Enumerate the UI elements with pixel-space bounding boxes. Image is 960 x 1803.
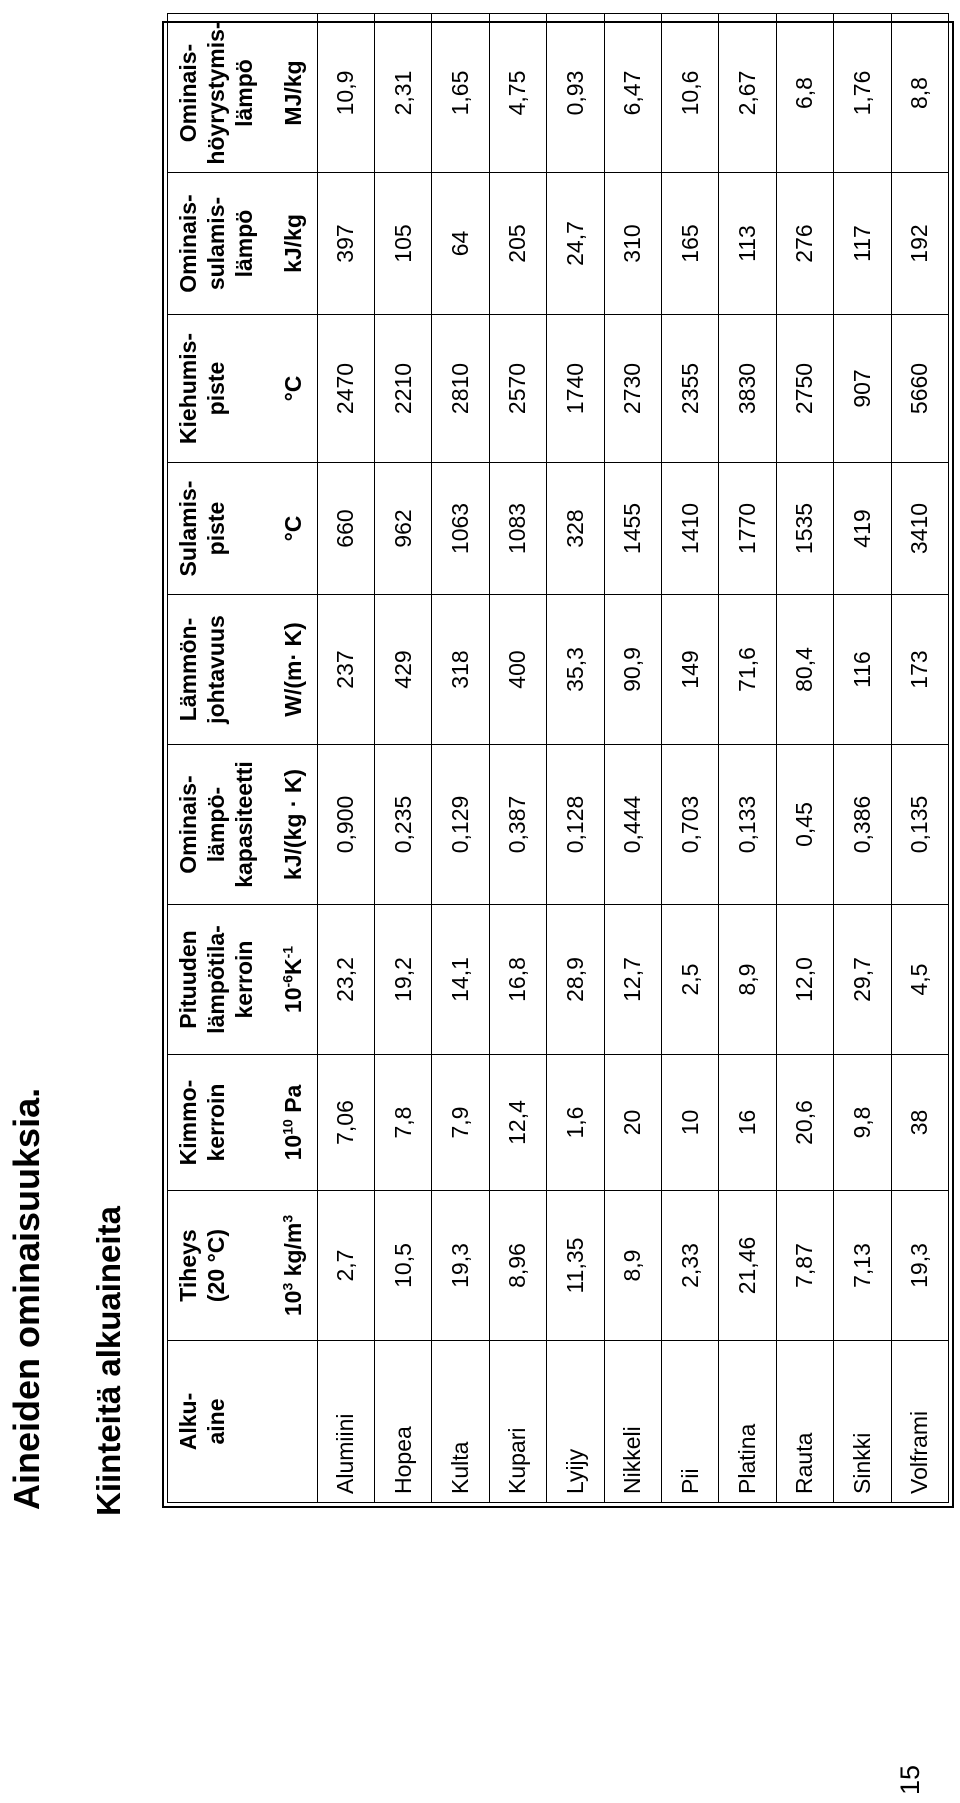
element-name-cell: Alumiini — [317, 1341, 374, 1503]
table-cell: 1455 — [604, 463, 661, 595]
table-cell: 117 — [834, 173, 891, 315]
unit-density: $10^3$ $kg/m^3$ — [270, 1191, 317, 1341]
table-cell: 2355 — [661, 315, 718, 463]
table-cell: 1,6 — [547, 1055, 604, 1191]
table-cell: 2,31 — [375, 14, 432, 173]
table-cell: 962 — [375, 463, 432, 595]
table-cell: 64 — [432, 173, 489, 315]
table-cell: 113 — [719, 173, 776, 315]
table-cell: 3410 — [891, 463, 948, 595]
table-cell: 8,9 — [719, 905, 776, 1055]
table-cell: 165 — [661, 173, 718, 315]
table-cell: 12,4 — [489, 1055, 546, 1191]
table-cell: 20 — [604, 1055, 661, 1191]
element-name-cell: Nikkeli — [604, 1341, 661, 1503]
table-cell: 16 — [719, 1055, 776, 1191]
table-cell: 0,128 — [547, 745, 604, 905]
table-cell: 10,9 — [317, 14, 374, 173]
table-cell: 24,7 — [547, 173, 604, 315]
properties-table-frame — [162, 21, 954, 1508]
table-cell: 80,4 — [776, 595, 833, 745]
table-cell: 10,5 — [375, 1191, 432, 1341]
table-body — [317, 14, 948, 1503]
table-cell: 1,65 — [432, 14, 489, 173]
table-cell: 2470 — [317, 315, 374, 463]
page-title: Aineiden ominaisuuksia. — [6, 1087, 47, 1510]
table-cell: 205 — [489, 173, 546, 315]
table-cell: 16,8 — [489, 905, 546, 1055]
table-cell: 0,387 — [489, 745, 546, 905]
table-cell: 660 — [317, 463, 374, 595]
element-name-cell: Kulta — [432, 1341, 489, 1503]
table-cell: 19,2 — [375, 905, 432, 1055]
table-cell: 5660 — [891, 315, 948, 463]
table-cell: 8,9 — [604, 1191, 661, 1341]
header-element: Alku- aine — [168, 1341, 270, 1503]
table-cell: 2570 — [489, 315, 546, 463]
table-cell: 9,8 — [834, 1055, 891, 1191]
page-number: 15 — [895, 1764, 925, 1795]
table-cell: 419 — [834, 463, 891, 595]
table-cell: 2750 — [776, 315, 833, 463]
table-row — [604, 14, 661, 1503]
table-cell: 19,3 — [432, 1191, 489, 1341]
header-density: Tiheys (20 °C) — [168, 1191, 270, 1341]
element-name-cell: Pii — [661, 1341, 718, 1503]
element-name-cell: Platina — [719, 1341, 776, 1503]
unit-latent-heat-fusion: kJ/kg — [270, 173, 317, 315]
table-cell: 12,0 — [776, 905, 833, 1055]
table-cell: 2210 — [375, 315, 432, 463]
element-name-cell: Hopea — [375, 1341, 432, 1503]
table-cell: 4,5 — [891, 905, 948, 1055]
table-cell: 6,47 — [604, 14, 661, 173]
header-boiling-point: Kiehumis- piste — [168, 315, 270, 463]
unit-thermal-conductivity: W/(m· K) — [270, 595, 317, 745]
element-name-cell: Kupari — [489, 1341, 546, 1503]
table-cell: 2,5 — [661, 905, 718, 1055]
table-row — [834, 14, 891, 1503]
unit-row — [270, 14, 317, 1503]
table-cell: 0,45 — [776, 745, 833, 905]
table-row — [891, 14, 948, 1503]
table-cell: 276 — [776, 173, 833, 315]
table-cell: 0,444 — [604, 745, 661, 905]
table-cell: 38 — [891, 1055, 948, 1191]
table-cell: 29,7 — [834, 905, 891, 1055]
table-cell: 0,93 — [547, 14, 604, 173]
table-row — [661, 14, 718, 1503]
header-specific-heat: Ominais- lämpö- kapasiteetti — [168, 745, 270, 905]
table-cell: 0,703 — [661, 745, 718, 905]
table-row — [317, 14, 374, 1503]
unit-boiling-point: °C — [270, 315, 317, 463]
table-cell: 2,7 — [317, 1191, 374, 1341]
table-cell: 105 — [375, 173, 432, 315]
table-cell: 6,8 — [776, 14, 833, 173]
header-elastic-modulus: Kimmo- kerroin — [168, 1055, 270, 1191]
table-cell: 1063 — [432, 463, 489, 595]
element-name-cell: Sinkki — [834, 1341, 891, 1503]
table-cell: 0,129 — [432, 745, 489, 905]
table-cell: 116 — [834, 595, 891, 745]
table-cell: 1410 — [661, 463, 718, 595]
table-cell: 8,8 — [891, 14, 948, 173]
table-cell: 0,900 — [317, 745, 374, 905]
unit-latent-heat-vaporization: MJ/kg — [270, 14, 317, 173]
table-cell: 28,9 — [547, 905, 604, 1055]
table-cell: 2,67 — [719, 14, 776, 173]
unit-specific-heat: kJ/(kg · K) — [270, 745, 317, 905]
table-cell: 71,6 — [719, 595, 776, 745]
table-cell: 237 — [317, 595, 374, 745]
table-cell: 429 — [375, 595, 432, 745]
table-cell: 7,06 — [317, 1055, 374, 1191]
unit-thermal-expansion: $10^{-6}K^{-1}$ — [270, 905, 317, 1055]
table-cell: 192 — [891, 173, 948, 315]
table-cell: 149 — [661, 595, 718, 745]
table-cell: 397 — [317, 173, 374, 315]
table-cell: 12,7 — [604, 905, 661, 1055]
header-thermal-expansion: Pituuden lämpötila- kerroin — [168, 905, 270, 1055]
table-cell: 4,75 — [489, 14, 546, 173]
table-row — [432, 14, 489, 1503]
header-melting-point: Sulamis- piste — [168, 463, 270, 595]
properties-table — [167, 13, 949, 1503]
table-cell: 310 — [604, 173, 661, 315]
table-cell: 0,135 — [891, 745, 948, 905]
unit-melting-point: °C — [270, 463, 317, 595]
table-cell: 7,13 — [834, 1191, 891, 1341]
table-cell: 10 — [661, 1055, 718, 1191]
table-row — [489, 14, 546, 1503]
table-cell: 14,1 — [432, 905, 489, 1055]
table-cell: 8,96 — [489, 1191, 546, 1341]
table-row — [719, 14, 776, 1503]
header-latent-heat-vaporization: Ominais- höyrystymis- lämpö — [168, 14, 270, 173]
table-cell: 7,9 — [432, 1055, 489, 1191]
table-cell: 7,87 — [776, 1191, 833, 1341]
table-cell: 21,46 — [719, 1191, 776, 1341]
header-latent-heat-fusion: Ominais- sulamis- lämpö — [168, 173, 270, 315]
table-cell: 2730 — [604, 315, 661, 463]
element-name-cell: Volframi — [891, 1341, 948, 1503]
table-row — [375, 14, 432, 1503]
table-cell: 0,133 — [719, 745, 776, 905]
table-cell: 0,386 — [834, 745, 891, 905]
table-cell: 173 — [891, 595, 948, 745]
table-cell: 23,2 — [317, 905, 374, 1055]
table-row — [547, 14, 604, 1503]
table-cell: 7,8 — [375, 1055, 432, 1191]
table-cell: 907 — [834, 315, 891, 463]
table-cell: 1770 — [719, 463, 776, 595]
table-cell: 19,3 — [891, 1191, 948, 1341]
table-row — [776, 14, 833, 1503]
table-cell: 0,235 — [375, 745, 432, 905]
unit-element — [270, 1341, 317, 1503]
table-cell: 318 — [432, 595, 489, 745]
table-cell: 2,33 — [661, 1191, 718, 1341]
table-cell: 2810 — [432, 315, 489, 463]
table-cell: 35,3 — [547, 595, 604, 745]
header-thermal-conductivity: Lämmön- johtavuus — [168, 595, 270, 745]
element-name-cell: Lyijy — [547, 1341, 604, 1503]
element-name-cell: Rauta — [776, 1341, 833, 1503]
table-cell: 1,76 — [834, 14, 891, 173]
table-cell: 11,35 — [547, 1191, 604, 1341]
section-subtitle: Kiinteitä alkuaineita — [90, 1206, 127, 1516]
table-cell: 1740 — [547, 315, 604, 463]
table-cell: 1535 — [776, 463, 833, 595]
table-cell: 1083 — [489, 463, 546, 595]
table-cell: 90,9 — [604, 595, 661, 745]
header-row — [168, 14, 270, 1503]
table-cell: 20,6 — [776, 1055, 833, 1191]
table-cell: 328 — [547, 463, 604, 595]
table-cell: 10,6 — [661, 14, 718, 173]
table-cell: 400 — [489, 595, 546, 745]
table-cell: 3830 — [719, 315, 776, 463]
unit-elastic-modulus: $10^{10}$ Pa — [270, 1055, 317, 1191]
